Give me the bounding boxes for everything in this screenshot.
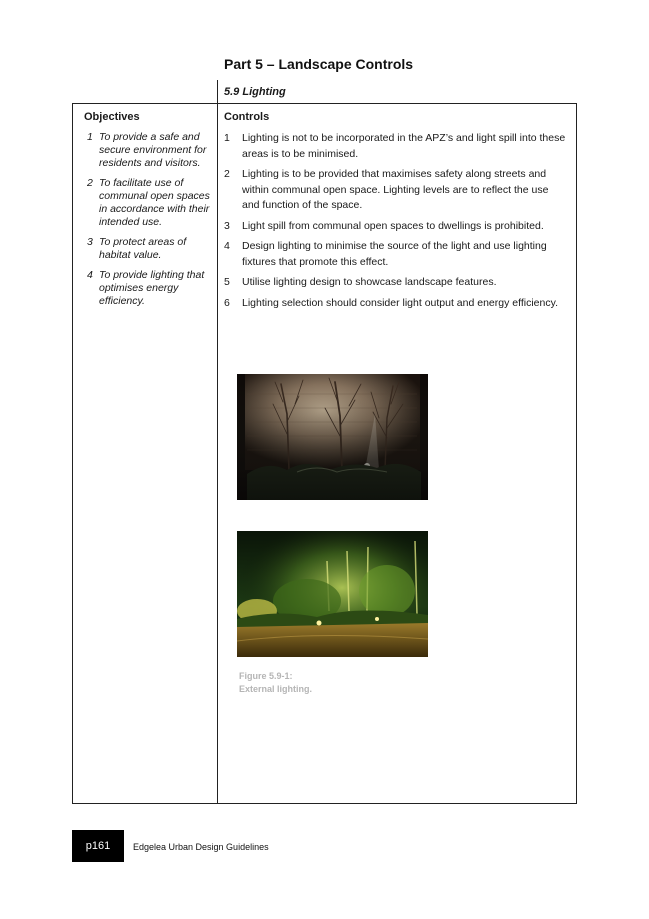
objective-text: To provide lighting that optimises energy efficiency. [99, 269, 205, 307]
objective-item [84, 131, 214, 170]
control-number: 5 [224, 276, 230, 288]
figure-caption-label: Figure 5.9-1: [239, 671, 293, 681]
section-title: 5.9 Lighting [224, 86, 286, 98]
control-text: Lighting is not to be incorporated in the APZ’s and light spill into these areas is to be minimised. [242, 132, 566, 160]
page-title: Part 5 – Landscape Controls [224, 56, 414, 72]
page-number: p161 [85, 840, 111, 852]
control-number: 1 [224, 132, 230, 144]
control-item [224, 239, 566, 270]
objective-item [84, 269, 214, 308]
control-text: Design lighting to minimise the source of the light and use lighting fixtures that promote this effect. [242, 240, 547, 268]
objective-item [84, 177, 214, 229]
control-item [224, 167, 566, 214]
objective-number: 1 [87, 131, 93, 143]
figure-caption [239, 670, 312, 696]
objective-number: 4 [87, 269, 93, 281]
controls-heading: Controls [224, 111, 270, 123]
control-text: Lighting is to be provided that maximises safety along streets and within communal open space. Lighting levels are to reflect the use and function of the space. [242, 168, 549, 211]
column-divider-top [217, 80, 218, 103]
objectives-list [84, 131, 214, 315]
objective-number: 2 [87, 177, 93, 189]
document-title: Edgelea Urban Design Guidelines [133, 842, 269, 852]
control-number: 3 [224, 219, 230, 232]
objective-number: 3 [87, 236, 93, 248]
control-item [224, 275, 566, 291]
control-item [224, 131, 566, 162]
figure-caption-text: External lighting. [239, 684, 313, 694]
controls-list [224, 131, 566, 316]
objective-text: To facilitate use of communal open spaces in accordance with their intended use. [99, 177, 210, 228]
objective-text: To protect areas of habitat value. [99, 236, 187, 261]
lit-trees-photo [237, 374, 428, 500]
control-number: 4 [224, 240, 230, 252]
control-item [224, 296, 566, 312]
objectives-heading: Objectives [84, 111, 140, 123]
control-text: Lighting selection should consider light output and energy efficiency. [242, 296, 558, 309]
column-divider [217, 103, 218, 804]
garden-lighting-photo [237, 531, 428, 657]
control-number: 6 [224, 296, 230, 309]
control-number: 2 [224, 168, 230, 180]
page-number-badge [72, 830, 124, 862]
control-text: Light spill from communal open spaces to dwellings is prohibited. [242, 219, 544, 232]
control-item [224, 219, 566, 235]
control-text: Utilise lighting design to showcase landscape features. [242, 276, 497, 288]
objective-item [84, 236, 214, 262]
objective-text: To provide a safe and secure environment for residents and visitors. [99, 131, 207, 169]
